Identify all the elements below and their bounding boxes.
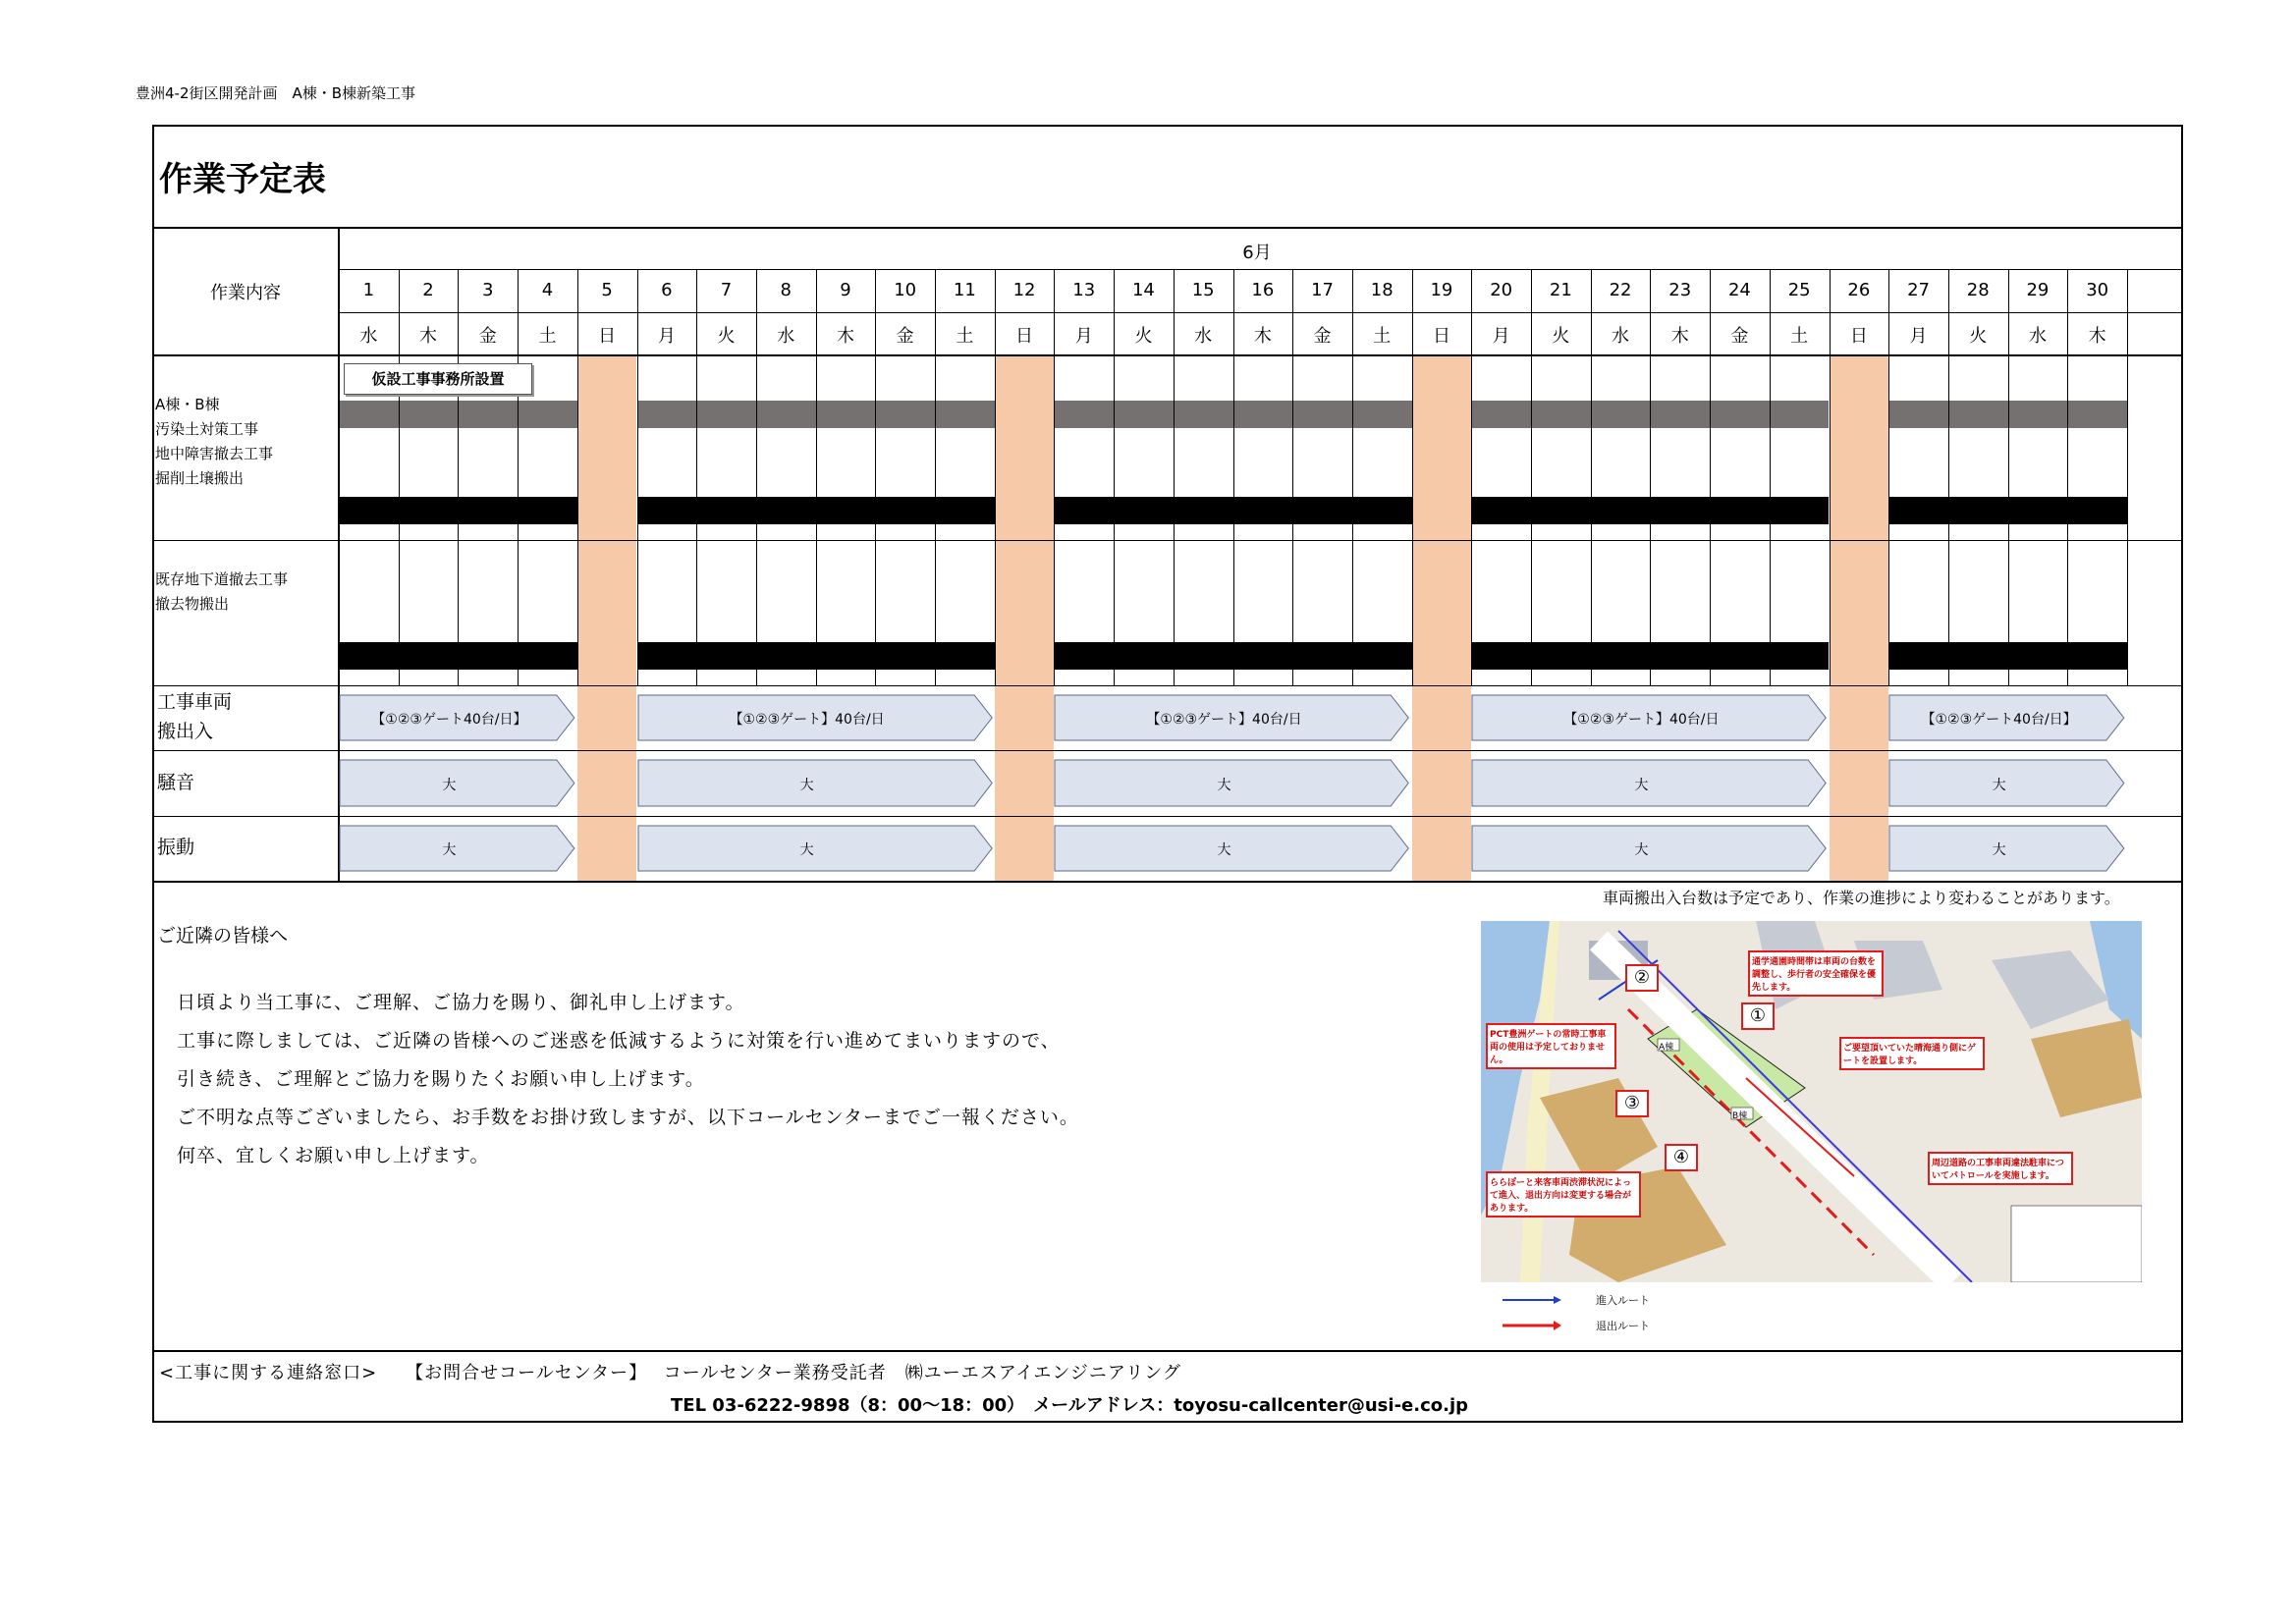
weekday-label: 日: [1849, 326, 1868, 347]
date-label: 17: [1311, 280, 1334, 300]
weekday-label: 木: [1253, 326, 1272, 347]
gate-3-marker: ③: [1615, 1090, 1649, 1117]
grid-line: [152, 881, 2183, 883]
legend-arrows: [1503, 1294, 1561, 1333]
vehicles-label: [157, 687, 232, 746]
date-label: 12: [1012, 280, 1036, 300]
date-label: 7: [720, 280, 733, 300]
callout-2: PCT豊洲ゲートの常時工事車両の使用は予定しておりません。: [1486, 1023, 1616, 1069]
weekday-label: 水: [777, 326, 795, 347]
sunday-column: [577, 355, 637, 882]
weekday-label: 木: [419, 326, 438, 347]
weekday-label: 日: [598, 326, 617, 347]
site-map: [1481, 921, 2142, 1282]
weekday-label: 金: [896, 326, 914, 347]
contact-line-2: TEL 03-6222-9898（8：00～18：00） メールアドレス：toyosu-callcenter@usi-e.co.jp: [671, 1395, 1469, 1416]
vibration-arrow: [340, 826, 574, 871]
date-label: 23: [1668, 280, 1692, 300]
message-line: 日頃より当工事に、ご理解、ご協力を賜り、御礼申し上げます。: [177, 992, 745, 1013]
vibration-label: 振動: [157, 837, 195, 858]
vehicle-arrow-label: 【①②③ゲート】40台/日: [1146, 712, 1302, 728]
date-label: 16: [1251, 280, 1275, 300]
noise-arrow: [1472, 760, 1826, 806]
gate-4-marker: ④: [1665, 1144, 1698, 1171]
column-header: 作業内容: [210, 283, 281, 303]
sunday-column: [1830, 355, 1889, 882]
message-line: 何卒、宜しくお願い申し上げます。: [177, 1145, 490, 1166]
weekday-label: 火: [1552, 326, 1570, 347]
grid-line: [2127, 269, 2128, 685]
weekday-label: 金: [478, 326, 497, 347]
vehicle-arrow-label: 【①②③ゲート40台/日】: [1921, 712, 2077, 728]
date-label: 13: [1072, 280, 1096, 300]
work2-line: 撤去物搬出: [155, 595, 230, 613]
vibration-arrow-label: 大: [1217, 842, 1231, 858]
vibration-arrow-label: 大: [1634, 842, 1649, 858]
gate-1-marker: ①: [1741, 1002, 1775, 1030]
schedule-note: 車両搬出入台数は予定であり、作業の進捗により変わることがあります。: [1603, 889, 2120, 907]
weekday-label: 月: [1074, 326, 1093, 347]
grid-line: [339, 269, 2181, 270]
weekday-label: 木: [836, 326, 854, 347]
work2-label: [155, 568, 288, 617]
date-label: 4: [541, 280, 554, 300]
vehicle-arrow: [340, 695, 574, 740]
vibration-arrow: [1055, 826, 1408, 871]
vehicles-line: 工事車両: [157, 691, 233, 713]
grid-line: [152, 816, 2183, 817]
sunday-column: [1412, 355, 1472, 882]
vehicle-arrow-label: 【①②③ゲート40台/日】: [371, 712, 527, 728]
date-label: 20: [1490, 280, 1513, 300]
date-label: 21: [1549, 280, 1572, 300]
weekday-label: 火: [1134, 326, 1153, 347]
date-label: 22: [1609, 280, 1632, 300]
vehicles-line: 搬出入: [157, 721, 214, 742]
weekday-label: 火: [717, 326, 736, 347]
noise-arrow-label: 大: [1634, 777, 1649, 793]
message-line: ご不明な点等ございましたら、お手数をお掛け致しますが、以下コールセンターまでご一報ください。: [177, 1107, 1079, 1128]
work1-label: [155, 393, 273, 491]
grid-line: [152, 540, 2183, 541]
message-line: 引き続き、ご理解とご協力を賜りたくお願い申し上げます。: [177, 1068, 705, 1090]
date-label: 3: [482, 280, 494, 300]
work1-line: 汚染土対策工事: [155, 420, 259, 438]
weekday-label: 水: [1194, 326, 1213, 347]
building-b-label: B棟: [1732, 1111, 1748, 1121]
weekday-label: 水: [359, 326, 378, 347]
date-label: 9: [840, 280, 851, 300]
weekday-label: 土: [1790, 326, 1809, 347]
grid-line: [152, 685, 2183, 686]
date-label: 18: [1370, 280, 1394, 300]
weekday-label: 水: [1612, 326, 1630, 347]
noise-arrow: [1889, 760, 2124, 806]
weekday-label: 土: [956, 326, 974, 347]
weekday-label: 月: [657, 326, 676, 347]
noise-label: 騒音: [157, 772, 195, 793]
vibration-arrow: [1889, 826, 2124, 871]
date-label: 19: [1430, 280, 1453, 300]
vehicle-arrow: [1472, 695, 1826, 740]
sunday-column: [995, 355, 1055, 882]
legend-entry: 進入ルート: [1596, 1294, 1650, 1307]
date-label: 8: [780, 280, 792, 300]
noise-arrow-label: 大: [1217, 777, 1231, 793]
message: [177, 984, 1079, 1175]
weekday-label: 土: [1373, 326, 1392, 347]
message-line: 工事に際しましては、ご近隣の皆様へのご迷惑を低減するように対策を行い進めてまいりますので、: [177, 1030, 1061, 1052]
date-label: 28: [1966, 280, 1990, 300]
vibration-arrow-label: 大: [1992, 842, 2006, 858]
vehicle-arrow-label: 【①②③ゲート】40台/日: [1563, 712, 1720, 728]
weekday-label: 木: [1670, 326, 1689, 347]
greeting: ご近隣の皆様へ: [157, 925, 289, 947]
callout-4: ららぽーと来客車両渋滞状況によって進入、退出方向は変更する場合があります。: [1486, 1171, 1641, 1218]
weekday-label: 火: [1969, 326, 1988, 347]
month-label: 6月: [1242, 243, 1272, 263]
weekday-label: 日: [1432, 326, 1450, 347]
weekday-label: 金: [1730, 326, 1749, 347]
noise-arrow-label: 大: [1992, 777, 2006, 793]
work2-line: 既存地下道撤去工事: [155, 570, 289, 588]
grid-line: [152, 227, 2183, 229]
vibration-arrow: [1472, 826, 1826, 871]
date-label: 2: [422, 280, 434, 300]
gate-2-marker: ②: [1625, 964, 1659, 992]
date-label: 15: [1191, 280, 1215, 300]
legend-exit: 退出ルート: [1596, 1320, 1650, 1332]
grid-line: [152, 1350, 2183, 1352]
vehicle-arrow: [1055, 695, 1408, 740]
date-label: 27: [1907, 280, 1930, 300]
noise-arrow-label: 大: [442, 777, 457, 793]
weekday-label: 金: [1313, 326, 1332, 347]
work1-line: 掘削土壌搬出: [155, 469, 245, 487]
grid-line: [152, 750, 2183, 751]
noise-arrow-label: 大: [799, 777, 814, 793]
building-a-label: A棟: [1659, 1043, 1674, 1053]
date-label: 10: [894, 280, 917, 300]
page-title: 作業予定表: [159, 160, 326, 199]
weekday-label: 水: [2028, 326, 2047, 347]
date-label: 25: [1787, 280, 1811, 300]
date-label: 26: [1847, 280, 1871, 300]
vehicle-arrow-label: 【①②③ゲート】40台/日: [729, 712, 885, 728]
vehicle-arrow: [1889, 695, 2124, 740]
noise-arrow: [1055, 760, 1408, 806]
callout-1: 通学通園時間帯は車両の台数を調整し、歩行者の安全確保を優先します。: [1748, 950, 1884, 997]
vibration-arrow-label: 大: [442, 842, 457, 858]
date-label: 11: [953, 280, 976, 300]
project-name: 豊洲4-2街区開発計画 A棟・B棟新築工事: [136, 84, 416, 102]
date-label: 5: [601, 280, 613, 300]
date-label: 1: [362, 280, 375, 300]
weekday-label: 日: [1015, 326, 1034, 347]
grid-line: [339, 312, 2181, 313]
callout-5: 周辺道路の工事車両違法駐車についてパトロールを実施します。: [1928, 1152, 2073, 1185]
vehicle-arrow: [638, 695, 992, 740]
date-label: 30: [2086, 280, 2109, 300]
vibration-arrow: [638, 826, 992, 871]
weekday-label: 木: [2088, 326, 2106, 347]
date-label: 24: [1727, 280, 1751, 300]
date-label: 6: [661, 280, 673, 300]
grid-line: [152, 354, 2183, 356]
weekday-label: 月: [1909, 326, 1928, 347]
noise-arrow: [340, 760, 574, 806]
contact-line-1: <工事に関する連絡窓口> 【お問合せコールセンター】 コールセンター業務受託者 ㈱ユーエスアイエンジニアリング: [159, 1363, 1181, 1383]
noise-arrow: [638, 760, 992, 806]
weekday-label: 土: [538, 326, 557, 347]
setup-label: 仮設工事事務所設置: [344, 363, 532, 395]
date-label: 14: [1131, 280, 1155, 300]
work1-line: 地中障害撤去工事: [155, 445, 274, 462]
date-label: 29: [2026, 280, 2050, 300]
vibration-arrow-label: 大: [799, 842, 814, 858]
weekday-label: 月: [1492, 326, 1510, 347]
work1-line: A棟・B棟: [155, 396, 220, 413]
callout-3: ご要望頂いていた晴海通り側にゲートを設置します。: [1839, 1037, 1985, 1070]
